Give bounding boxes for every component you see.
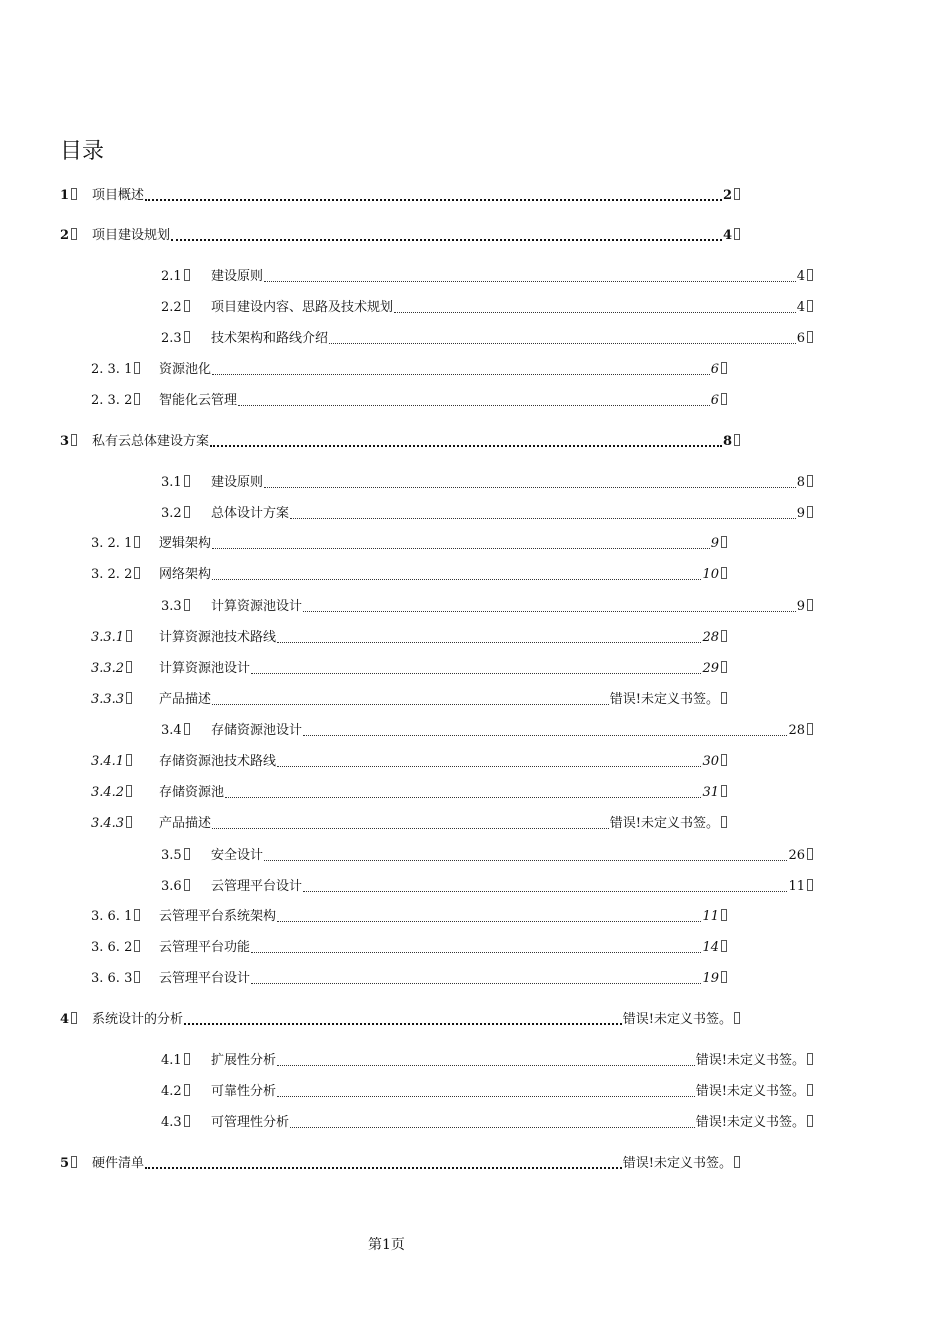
toc-entry[interactable] (161, 325, 813, 347)
toc-entry-page: 2 (723, 188, 740, 204)
dot-leader (212, 579, 701, 580)
toc-entry-page: 6 (711, 362, 727, 378)
toc-entry-page: 11 (788, 879, 813, 895)
tab-marker-icon (71, 1012, 77, 1024)
toc-entry-text: 云管理平台功能 (159, 940, 251, 955)
toc-entry-text: 私有云总体建设方案 (92, 434, 210, 449)
toc-entry-number: 4 (60, 1012, 92, 1028)
dot-leader (277, 766, 701, 767)
toc-entry-text: 项目概述 (92, 188, 145, 203)
dot-leader (145, 199, 722, 201)
toc-entry-text: 项目建设内容、思路及技术规划 (211, 300, 394, 315)
tab-marker-icon (71, 1156, 77, 1168)
toc-entry-text: 资源池化 (159, 362, 212, 377)
toc-entry-text: 存储资源池 (159, 785, 225, 800)
toc-entry-page: 错误!未定义书签。 (696, 1084, 813, 1100)
tab-marker-icon (807, 1115, 813, 1127)
tab-marker-icon (184, 506, 190, 518)
tab-marker-icon (721, 362, 727, 374)
toc-entry-number: 3.5 (161, 848, 211, 864)
tab-marker-icon (721, 909, 727, 921)
dot-leader (303, 735, 787, 736)
toc-entry[interactable] (161, 593, 813, 615)
tab-marker-icon (184, 1053, 190, 1065)
toc-entry[interactable] (91, 561, 727, 583)
toc-entry-page: 19 (702, 971, 727, 987)
tab-marker-icon (734, 1012, 740, 1024)
dot-leader (329, 343, 796, 344)
dot-leader (394, 312, 796, 313)
tab-marker-icon (134, 971, 140, 983)
dot-leader (277, 1065, 695, 1066)
toc-entry-page: 错误!未定义书签。 (623, 1012, 740, 1028)
tab-marker-icon (721, 816, 727, 828)
tab-marker-icon (126, 785, 132, 797)
toc-entry-number: 3. 6. 3 (91, 971, 159, 987)
tab-marker-icon (734, 188, 740, 200)
dot-leader (290, 518, 796, 519)
dot-leader (225, 797, 701, 798)
toc-entry-text: 云管理平台设计 (159, 971, 251, 986)
tab-marker-icon (721, 971, 727, 983)
toc-entry-text: 存储资源池技术路线 (159, 754, 277, 769)
tab-marker-icon (134, 909, 140, 921)
toc-entry-text: 扩展性分析 (211, 1053, 277, 1068)
toc-entry-page: 6 (711, 393, 727, 409)
tab-marker-icon (126, 630, 132, 642)
toc-entry[interactable] (161, 842, 813, 864)
dot-leader (264, 281, 796, 282)
toc-entry-text: 存储资源池设计 (211, 723, 303, 738)
toc-entry-page: 31 (702, 785, 727, 801)
toc-entry[interactable] (161, 873, 813, 895)
toc-entry[interactable] (161, 717, 813, 739)
toc-entry-page: 9 (797, 506, 813, 522)
toc-entry-page: 8 (723, 434, 740, 450)
toc-entry-number: 3.3 (161, 599, 211, 615)
toc-entry-page: 28 (788, 723, 813, 739)
tab-marker-icon (807, 300, 813, 312)
toc-entry-number: 5 (60, 1156, 92, 1172)
dot-leader (171, 239, 722, 241)
tab-marker-icon (721, 692, 727, 704)
toc-entry-number: 2.3 (161, 331, 211, 347)
toc-entry-number: 2.2 (161, 300, 211, 316)
toc-entry-text: 可管理性分析 (211, 1115, 290, 1130)
dot-leader (251, 673, 701, 674)
toc-entry[interactable] (91, 965, 727, 987)
toc-entry-page: 8 (797, 475, 813, 491)
toc-entry-text: 逻辑架构 (159, 536, 212, 551)
tab-marker-icon (71, 188, 77, 200)
toc-entry-page: 错误!未定义书签。 (623, 1156, 740, 1172)
toc-entry-page: 10 (702, 567, 727, 583)
toc-entry-text: 总体设计方案 (211, 506, 290, 521)
tab-marker-icon (807, 1084, 813, 1096)
toc-entry-text: 计算资源池技术路线 (159, 630, 277, 645)
tab-marker-icon (807, 848, 813, 860)
toc-entry-text: 建设原则 (211, 475, 264, 490)
dot-leader (251, 952, 701, 953)
toc-entry[interactable] (91, 530, 727, 552)
tab-marker-icon (721, 630, 727, 642)
toc-entry-page: 错误!未定义书签。 (696, 1115, 813, 1131)
toc-entry-text: 技术架构和路线介绍 (211, 331, 329, 346)
tab-marker-icon (184, 331, 190, 343)
dot-leader (210, 445, 722, 447)
toc-entry-page: 错误!未定义书签。 (696, 1053, 813, 1069)
toc-entry-number: 4.1 (161, 1053, 211, 1069)
toc-entry-text: 云管理平台设计 (211, 879, 303, 894)
toc-entry[interactable] (60, 182, 740, 204)
tab-marker-icon (184, 1084, 190, 1096)
dot-leader (212, 548, 710, 549)
toc-entry-number: 3.4 (161, 723, 211, 739)
tab-marker-icon (721, 393, 727, 405)
toc-entry-number: 3.2 (161, 506, 211, 522)
tab-marker-icon (134, 393, 140, 405)
dot-leader (277, 921, 701, 922)
page-footer: 第1页 (368, 1237, 405, 1253)
toc-entry-number: 3.3.3 (91, 692, 159, 708)
toc-entry-text: 产品描述 (159, 816, 212, 831)
toc-entry-text: 安全设计 (211, 848, 264, 863)
toc-entry-number: 4.3 (161, 1115, 211, 1131)
toc-entry-page: 错误!未定义书签。 (610, 692, 727, 708)
dot-leader (251, 983, 701, 984)
toc-entry-number: 3.3.2 (91, 661, 159, 677)
tab-marker-icon (71, 434, 77, 446)
toc-entry[interactable] (91, 810, 727, 832)
toc-entry-number: 3. 6. 2 (91, 940, 159, 956)
dot-leader (277, 642, 701, 643)
toc-entry-page: 4 (797, 300, 813, 316)
tab-marker-icon (734, 434, 740, 446)
toc-entry[interactable] (60, 1150, 740, 1172)
dot-leader (184, 1023, 622, 1025)
dot-leader (238, 405, 710, 406)
toc-entry-number: 3.4.2 (91, 785, 159, 801)
tab-marker-icon (184, 723, 190, 735)
toc-entry[interactable] (91, 748, 727, 770)
toc-entry-number: 2. 3. 1 (91, 362, 159, 378)
toc-entry[interactable] (161, 1109, 813, 1131)
toc-entry-text: 计算资源池设计 (211, 599, 303, 614)
toc-entry-number: 3.4.3 (91, 816, 159, 832)
tab-marker-icon (721, 754, 727, 766)
toc-entry[interactable] (91, 934, 727, 956)
dot-leader (145, 1167, 622, 1169)
tab-marker-icon (126, 661, 132, 673)
toc-entry-number: 3. 2. 1 (91, 536, 159, 552)
tab-marker-icon (807, 269, 813, 281)
toc-entry-text: 硬件清单 (92, 1156, 145, 1171)
toc-entry-number: 3. 6. 1 (91, 909, 159, 925)
toc-entry-number: 1 (60, 188, 92, 204)
toc-entry[interactable] (91, 903, 727, 925)
tab-marker-icon (721, 785, 727, 797)
tab-marker-icon (184, 848, 190, 860)
toc-entry-text: 建设原则 (211, 269, 264, 284)
tab-marker-icon (184, 879, 190, 891)
toc-entry-page: 29 (702, 661, 727, 677)
toc-entry-page: 26 (788, 848, 813, 864)
toc-entry-number: 4.2 (161, 1084, 211, 1100)
toc-entry-number: 2.1 (161, 269, 211, 285)
tab-marker-icon (807, 723, 813, 735)
toc-entry-page: 9 (797, 599, 813, 615)
tab-marker-icon (807, 879, 813, 891)
dot-leader (264, 860, 787, 861)
toc-entry[interactable] (91, 387, 727, 409)
toc-entry[interactable] (161, 469, 813, 491)
tab-marker-icon (126, 692, 132, 704)
toc-entry[interactable] (91, 686, 727, 708)
tab-marker-icon (721, 661, 727, 673)
toc-entry-text: 网络架构 (159, 567, 212, 582)
toc-entry-page: 14 (702, 940, 727, 956)
toc-entry-text: 产品描述 (159, 692, 212, 707)
toc-entry-page: 4 (723, 228, 740, 244)
toc-entry[interactable] (161, 1078, 813, 1100)
tab-marker-icon (807, 475, 813, 487)
dot-leader (212, 704, 609, 705)
toc-entry-page: 28 (702, 630, 727, 646)
toc-entry-number: 3.6 (161, 879, 211, 895)
tab-marker-icon (134, 362, 140, 374)
toc-entry-number: 3.1 (161, 475, 211, 491)
tab-marker-icon (721, 567, 727, 579)
toc-entry-text: 项目建设规划 (92, 228, 171, 243)
tab-marker-icon (734, 228, 740, 240)
dot-leader (277, 1096, 695, 1097)
toc-entry[interactable] (60, 1006, 740, 1028)
toc-entry-text: 系统设计的分析 (92, 1012, 184, 1027)
tab-marker-icon (126, 816, 132, 828)
tab-marker-icon (721, 940, 727, 952)
toc-entry-page: 错误!未定义书签。 (610, 816, 727, 832)
tab-marker-icon (184, 1115, 190, 1127)
tab-marker-icon (184, 300, 190, 312)
toc-entry-text: 计算资源池设计 (159, 661, 251, 676)
toc-entry[interactable] (60, 428, 740, 450)
toc-entry-page: 9 (711, 536, 727, 552)
toc-entry[interactable] (161, 1047, 813, 1069)
toc-entry[interactable] (60, 222, 740, 244)
toc-entry-number: 2. 3. 2 (91, 393, 159, 409)
dot-leader (212, 828, 609, 829)
toc-entry[interactable] (161, 500, 813, 522)
toc-entry-page: 30 (702, 754, 727, 770)
toc-entry-number: 3.4.1 (91, 754, 159, 770)
tab-marker-icon (184, 599, 190, 611)
tab-marker-icon (134, 940, 140, 952)
tab-marker-icon (721, 536, 727, 548)
dot-leader (303, 611, 796, 612)
toc-entry-number: 3. 2. 2 (91, 567, 159, 583)
toc-entry[interactable] (91, 779, 727, 801)
dot-leader (212, 374, 710, 375)
toc-title: 目录 (60, 139, 105, 164)
tab-marker-icon (134, 567, 140, 579)
tab-marker-icon (807, 331, 813, 343)
tab-marker-icon (134, 536, 140, 548)
toc-entry-page: 4 (797, 269, 813, 285)
tab-marker-icon (734, 1156, 740, 1168)
toc-entry[interactable] (91, 655, 727, 677)
tab-marker-icon (807, 1053, 813, 1065)
tab-marker-icon (807, 506, 813, 518)
toc-entry[interactable] (161, 294, 813, 316)
tab-marker-icon (126, 754, 132, 766)
toc-entry-page: 6 (797, 331, 813, 347)
tab-marker-icon (184, 269, 190, 281)
toc-entry-text: 智能化云管理 (159, 393, 238, 408)
toc-entry[interactable] (91, 356, 727, 378)
toc-entry[interactable] (161, 263, 813, 285)
tab-marker-icon (807, 599, 813, 611)
tab-marker-icon (71, 228, 77, 240)
dot-leader (264, 487, 796, 488)
toc-entry-number: 3 (60, 434, 92, 450)
toc-entry-number: 2 (60, 228, 92, 244)
tab-marker-icon (184, 475, 190, 487)
toc-entry[interactable] (91, 624, 727, 646)
toc-entry-text: 可靠性分析 (211, 1084, 277, 1099)
toc-entry-number: 3.3.1 (91, 630, 159, 646)
dot-leader (303, 891, 787, 892)
toc-entry-text: 云管理平台系统架构 (159, 909, 277, 924)
toc-entry-page: 11 (702, 909, 727, 925)
dot-leader (290, 1127, 695, 1128)
